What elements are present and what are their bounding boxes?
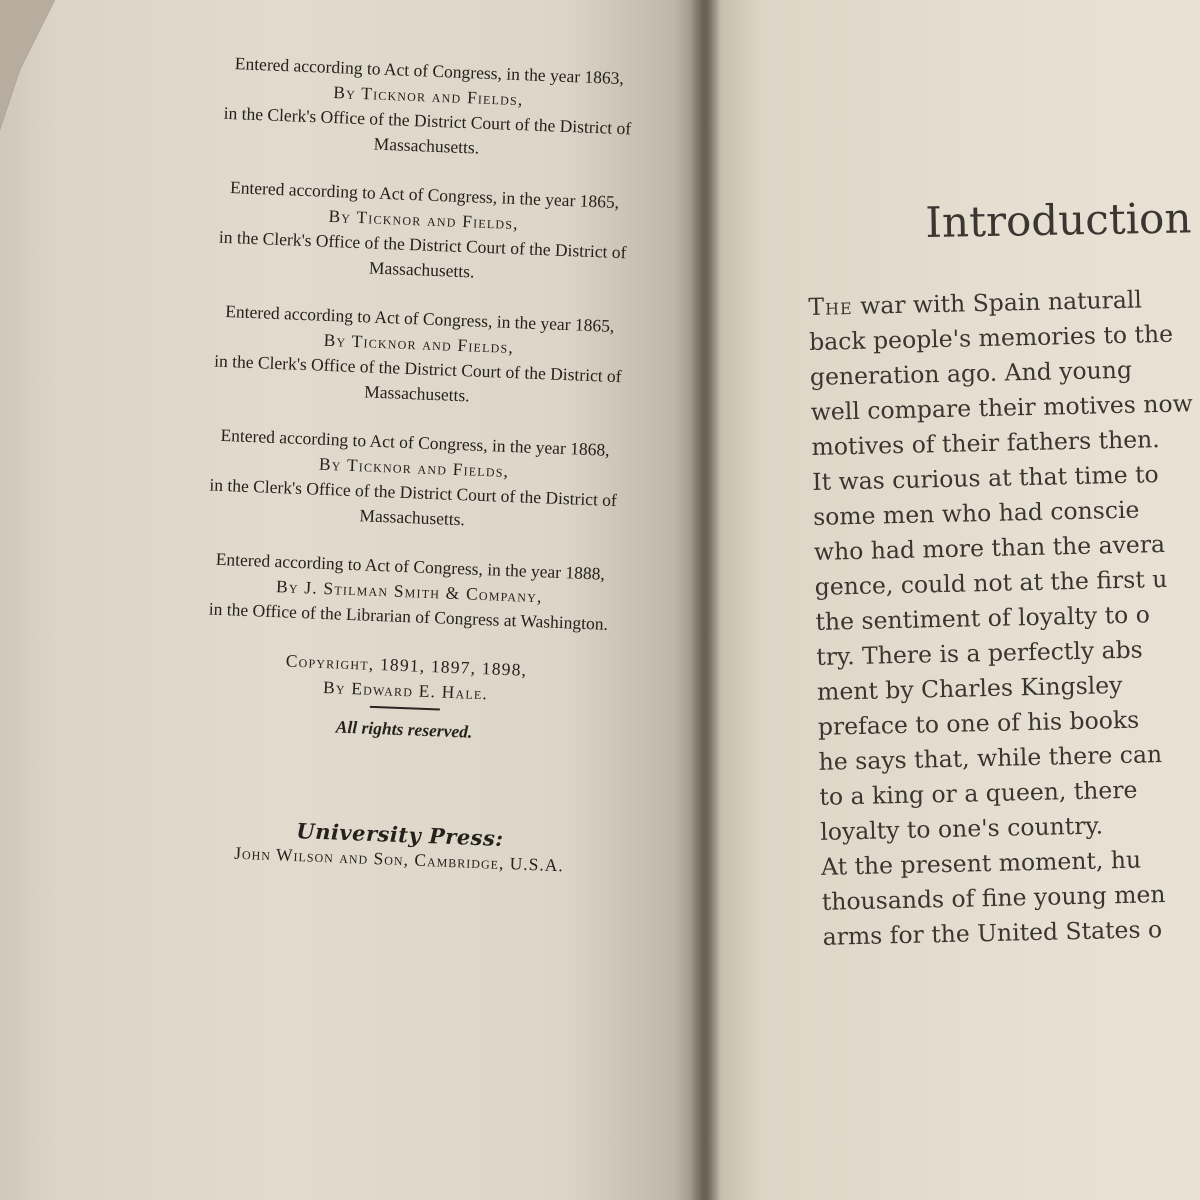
entry-line: Entered according to Act of Congress, in the year 1865, [229, 177, 620, 213]
intro-text [808, 280, 1200, 954]
copyright-entry-5 [183, 546, 636, 638]
entry-state: Massachusetts. [373, 133, 480, 158]
text-line: motives of their fathers then. [811, 425, 1160, 461]
rights-reserved: All rights reserved. [335, 716, 473, 742]
entry-line: Entered according to Act of Congress, in the year 1888, [215, 548, 606, 584]
text-line: who had more than the avera [813, 529, 1166, 566]
text-line: he says that, while there can [818, 740, 1163, 776]
press-address: John Wilson and Son, Cambridge, U.S.A. [233, 842, 565, 876]
book-gutter [690, 0, 720, 1200]
text-line: the sentiment of loyalty to o [815, 600, 1151, 636]
text-line: It was curious at that time to [812, 460, 1159, 496]
divider [370, 706, 440, 711]
text-line: some men who had conscie [812, 495, 1140, 531]
first-word: The [808, 291, 854, 321]
entry-state: Massachusetts. [363, 381, 471, 406]
entry-line: Entered according to Act of Congress, in the year 1863, [234, 53, 625, 89]
entry-publisher: By Ticknor and Fields, [318, 453, 510, 481]
entry-state: Massachusetts. [368, 257, 475, 282]
text-line: At the present moment, hu [820, 845, 1142, 881]
entry-publisher: By J. Stilman Smith & Company, [275, 576, 544, 607]
entry-office: in the Office of the Librarian of Congress at Washington. [208, 598, 609, 634]
chapter-title: Introduction [925, 193, 1192, 247]
entry-office: in the Clerk's Office of the District Court of the District of [218, 226, 627, 263]
entry-publisher: By Ticknor and Fields, [328, 205, 520, 234]
text-line: gence, could not at the first u [814, 564, 1168, 601]
entry-line: Entered according to Act of Congress, in the year 1865, [224, 300, 615, 336]
entry-line: Entered according to Act of Congress, in the year 1868, [220, 424, 610, 460]
text-line: ment by Charles Kingsley [816, 670, 1123, 706]
entry-state: Massachusetts. [359, 505, 466, 530]
copyright-block [174, 50, 655, 881]
text-line: to a king or a queen, there [819, 775, 1138, 811]
copyright-entry-3 [192, 298, 646, 415]
entry-office: in the Clerk's Office of the District Court of the District of [209, 474, 618, 511]
copyright-entry-1 [201, 50, 655, 167]
text-line: back people's memories to the [808, 319, 1174, 356]
entry-publisher: By Ticknor and Fields, [332, 81, 524, 110]
entry-office: in the Clerk's Office of the District Court of the District of [223, 102, 632, 139]
copyright-author: By Edward E. Hale. [322, 677, 489, 704]
copyright-notice [179, 645, 632, 751]
text-line: thousands of fine young men [821, 880, 1166, 916]
copyright-years: Copyright, 1891, 1897, 1898, [285, 650, 528, 680]
text-line: well compare their motives now [810, 389, 1193, 426]
text-line: try. There is a perfectly abs [816, 635, 1143, 671]
entry-office: in the Clerk's Office of the District Court of the District of [213, 350, 622, 387]
text-line: arms for the United States o [822, 915, 1163, 951]
text-line: loyalty to one's country. [819, 811, 1104, 846]
text-line: preface to one of his books [817, 705, 1140, 741]
entry-publisher: By Ticknor and Fields, [323, 329, 515, 358]
copyright-entry-4 [187, 422, 641, 539]
text-fragment: war with Spain naturall [852, 285, 1143, 320]
copyright-entry-2 [196, 174, 650, 291]
press-name: University Press: [295, 818, 505, 852]
text-line: generation ago. And young [809, 355, 1133, 391]
